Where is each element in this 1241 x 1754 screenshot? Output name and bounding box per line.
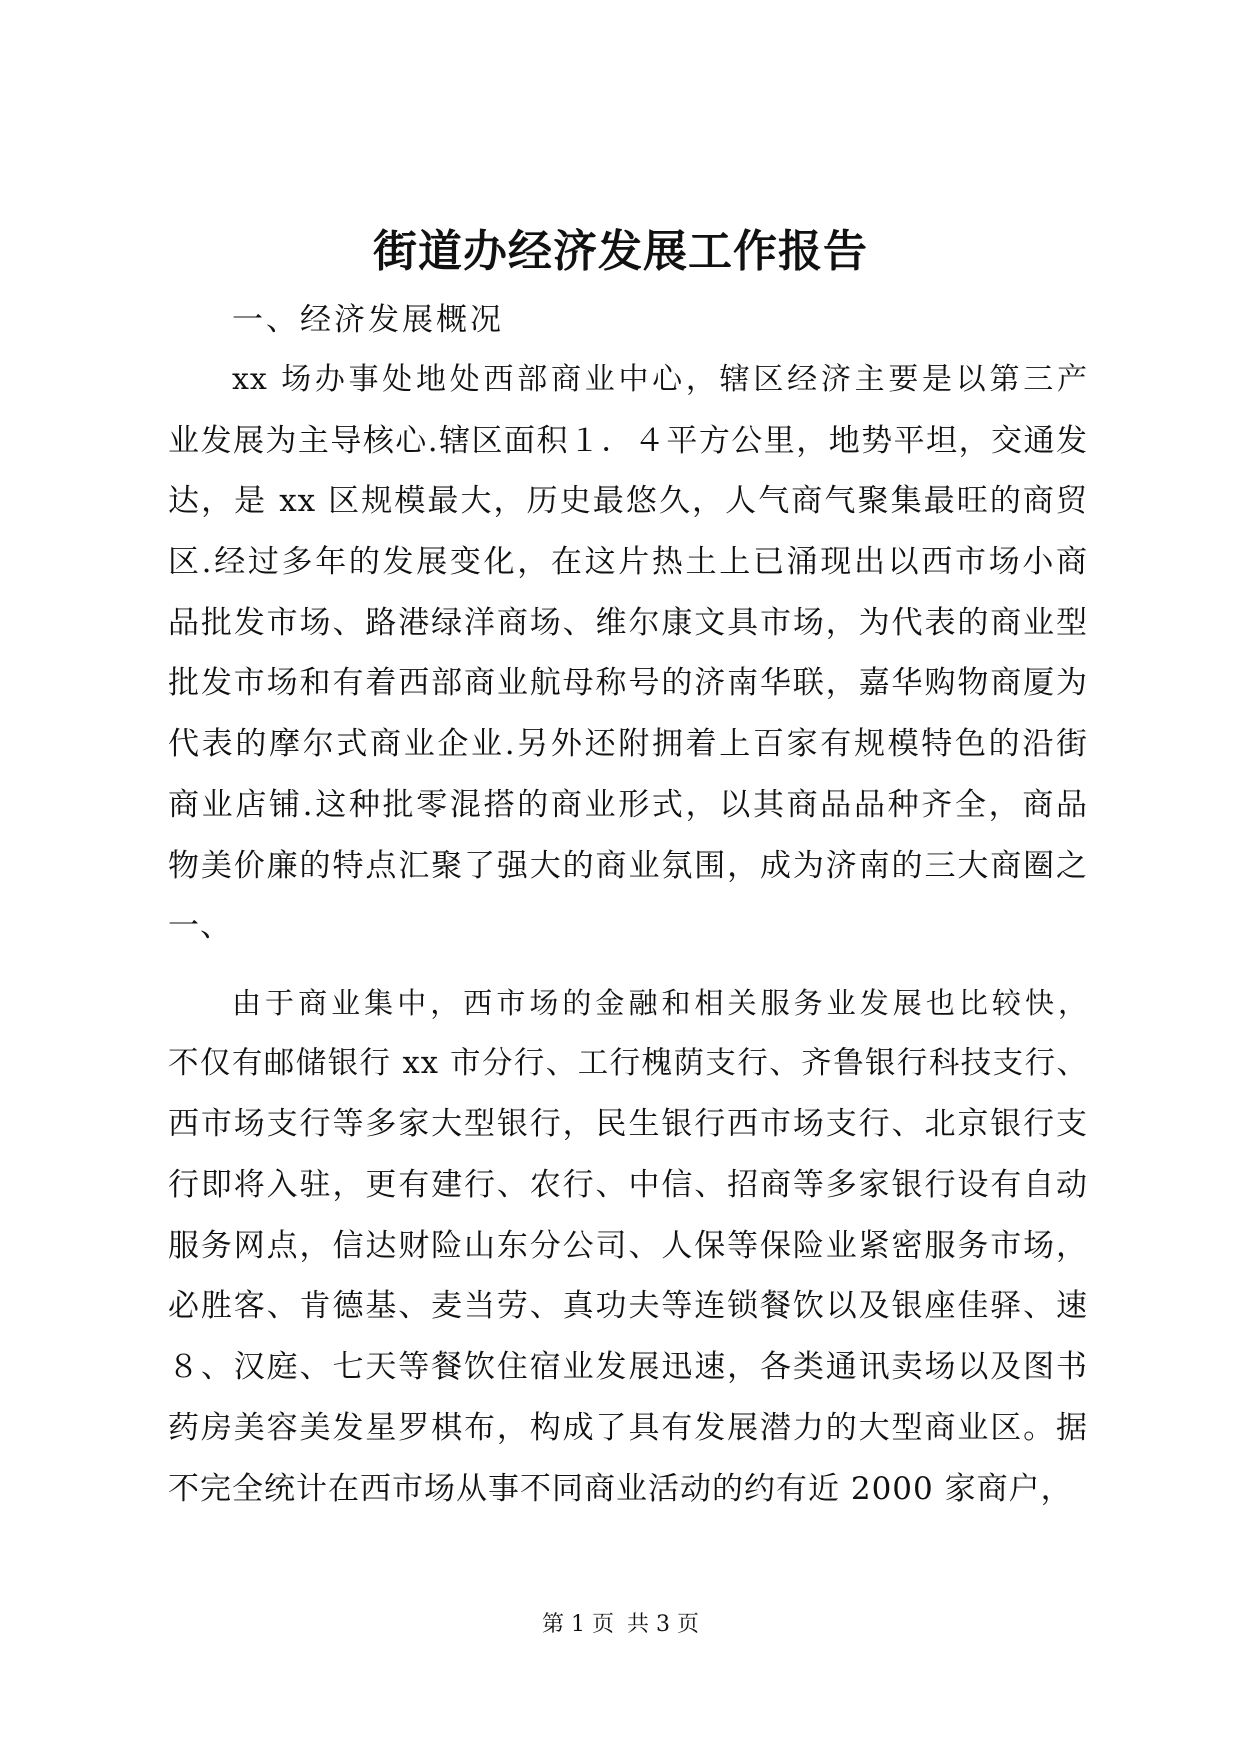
paragraph-2: [168, 973, 1088, 1519]
paragraph-line: 业发展为主导核心.辖区面积１．４平方公里，地势平坦，交通发: [168, 422, 1088, 459]
paragraph-line: 批发市场和有着西部商业航母称号的济南华联，嘉华购物商厦为: [168, 665, 1088, 702]
paragraph-line: 由于商业集中，西市场的金融和相关服务业发展也比较快，: [232, 986, 1088, 1020]
paragraph-line: 品批发市场、路港绿洋商场、维尔康文具市场，为代表的商业型: [168, 604, 1088, 641]
paragraph-line: 行即将入驻，更有建行、农行、中信、招商等多家银行设有自动: [168, 1167, 1088, 1204]
document-title: 街道办经济发展工作报告: [373, 226, 868, 277]
paragraph-1: [168, 350, 1088, 957]
paragraph-line: 服务网点，信达财险山东分公司、人保等保险业紧密服务市场，: [168, 1227, 1088, 1264]
paragraph-line: 必胜客、肯德基、麦当劳、真功夫等连锁餐饮以及银座佳驿、速: [168, 1288, 1088, 1325]
paragraph-line: 物美价廉的特点汇聚了强大的商业氛围，成为济南的三大商圈之: [168, 847, 1088, 884]
paragraph-line: 代表的摩尔式商业企业.另外还附拥着上百家有规模特色的沿街: [168, 726, 1088, 763]
paragraph-line: 商业店铺.这种批零混搭的商业形式，以其商品品种齐全，商品: [168, 786, 1088, 823]
paragraph-line: 区.经过多年的发展变化，在这片热土上已涌现出以西市场小商: [168, 544, 1088, 581]
paragraph-line: 一、: [168, 908, 232, 945]
paragraph-line: 不仅有邮储银行 xx 市分行、工行槐荫支行、齐鲁银行科技支行、: [168, 1045, 1088, 1081]
paragraph-line: 不完全统计在西市场从事不同商业活动的约有近 2000 家商户，: [168, 1470, 1073, 1507]
paragraph-line: ８、汉庭、七天等餐饮住宿业发展迅速，各类通讯卖场以及图书: [168, 1349, 1088, 1386]
page-footer: [0, 1610, 1241, 1640]
paragraph-line: 药房美容美发星罗棋布，构成了具有发展潜力的大型商业区。据: [168, 1409, 1088, 1446]
paragraph-line: 达，是 xx 区规模最大，历史最悠久，人气商气聚集最旺的商贸: [168, 483, 1088, 520]
paragraph-line: 西市场支行等多家大型银行，民生银行西市场支行、北京银行支: [168, 1106, 1088, 1143]
page-number: 第 1 页: [542, 1612, 614, 1637]
page-total: 共 3 页: [627, 1612, 699, 1637]
paragraph-line: xx 场办事处地处西部商业中心，辖区经济主要是以第三产: [232, 362, 1088, 397]
section-heading: 一、经济发展概况: [232, 302, 504, 338]
